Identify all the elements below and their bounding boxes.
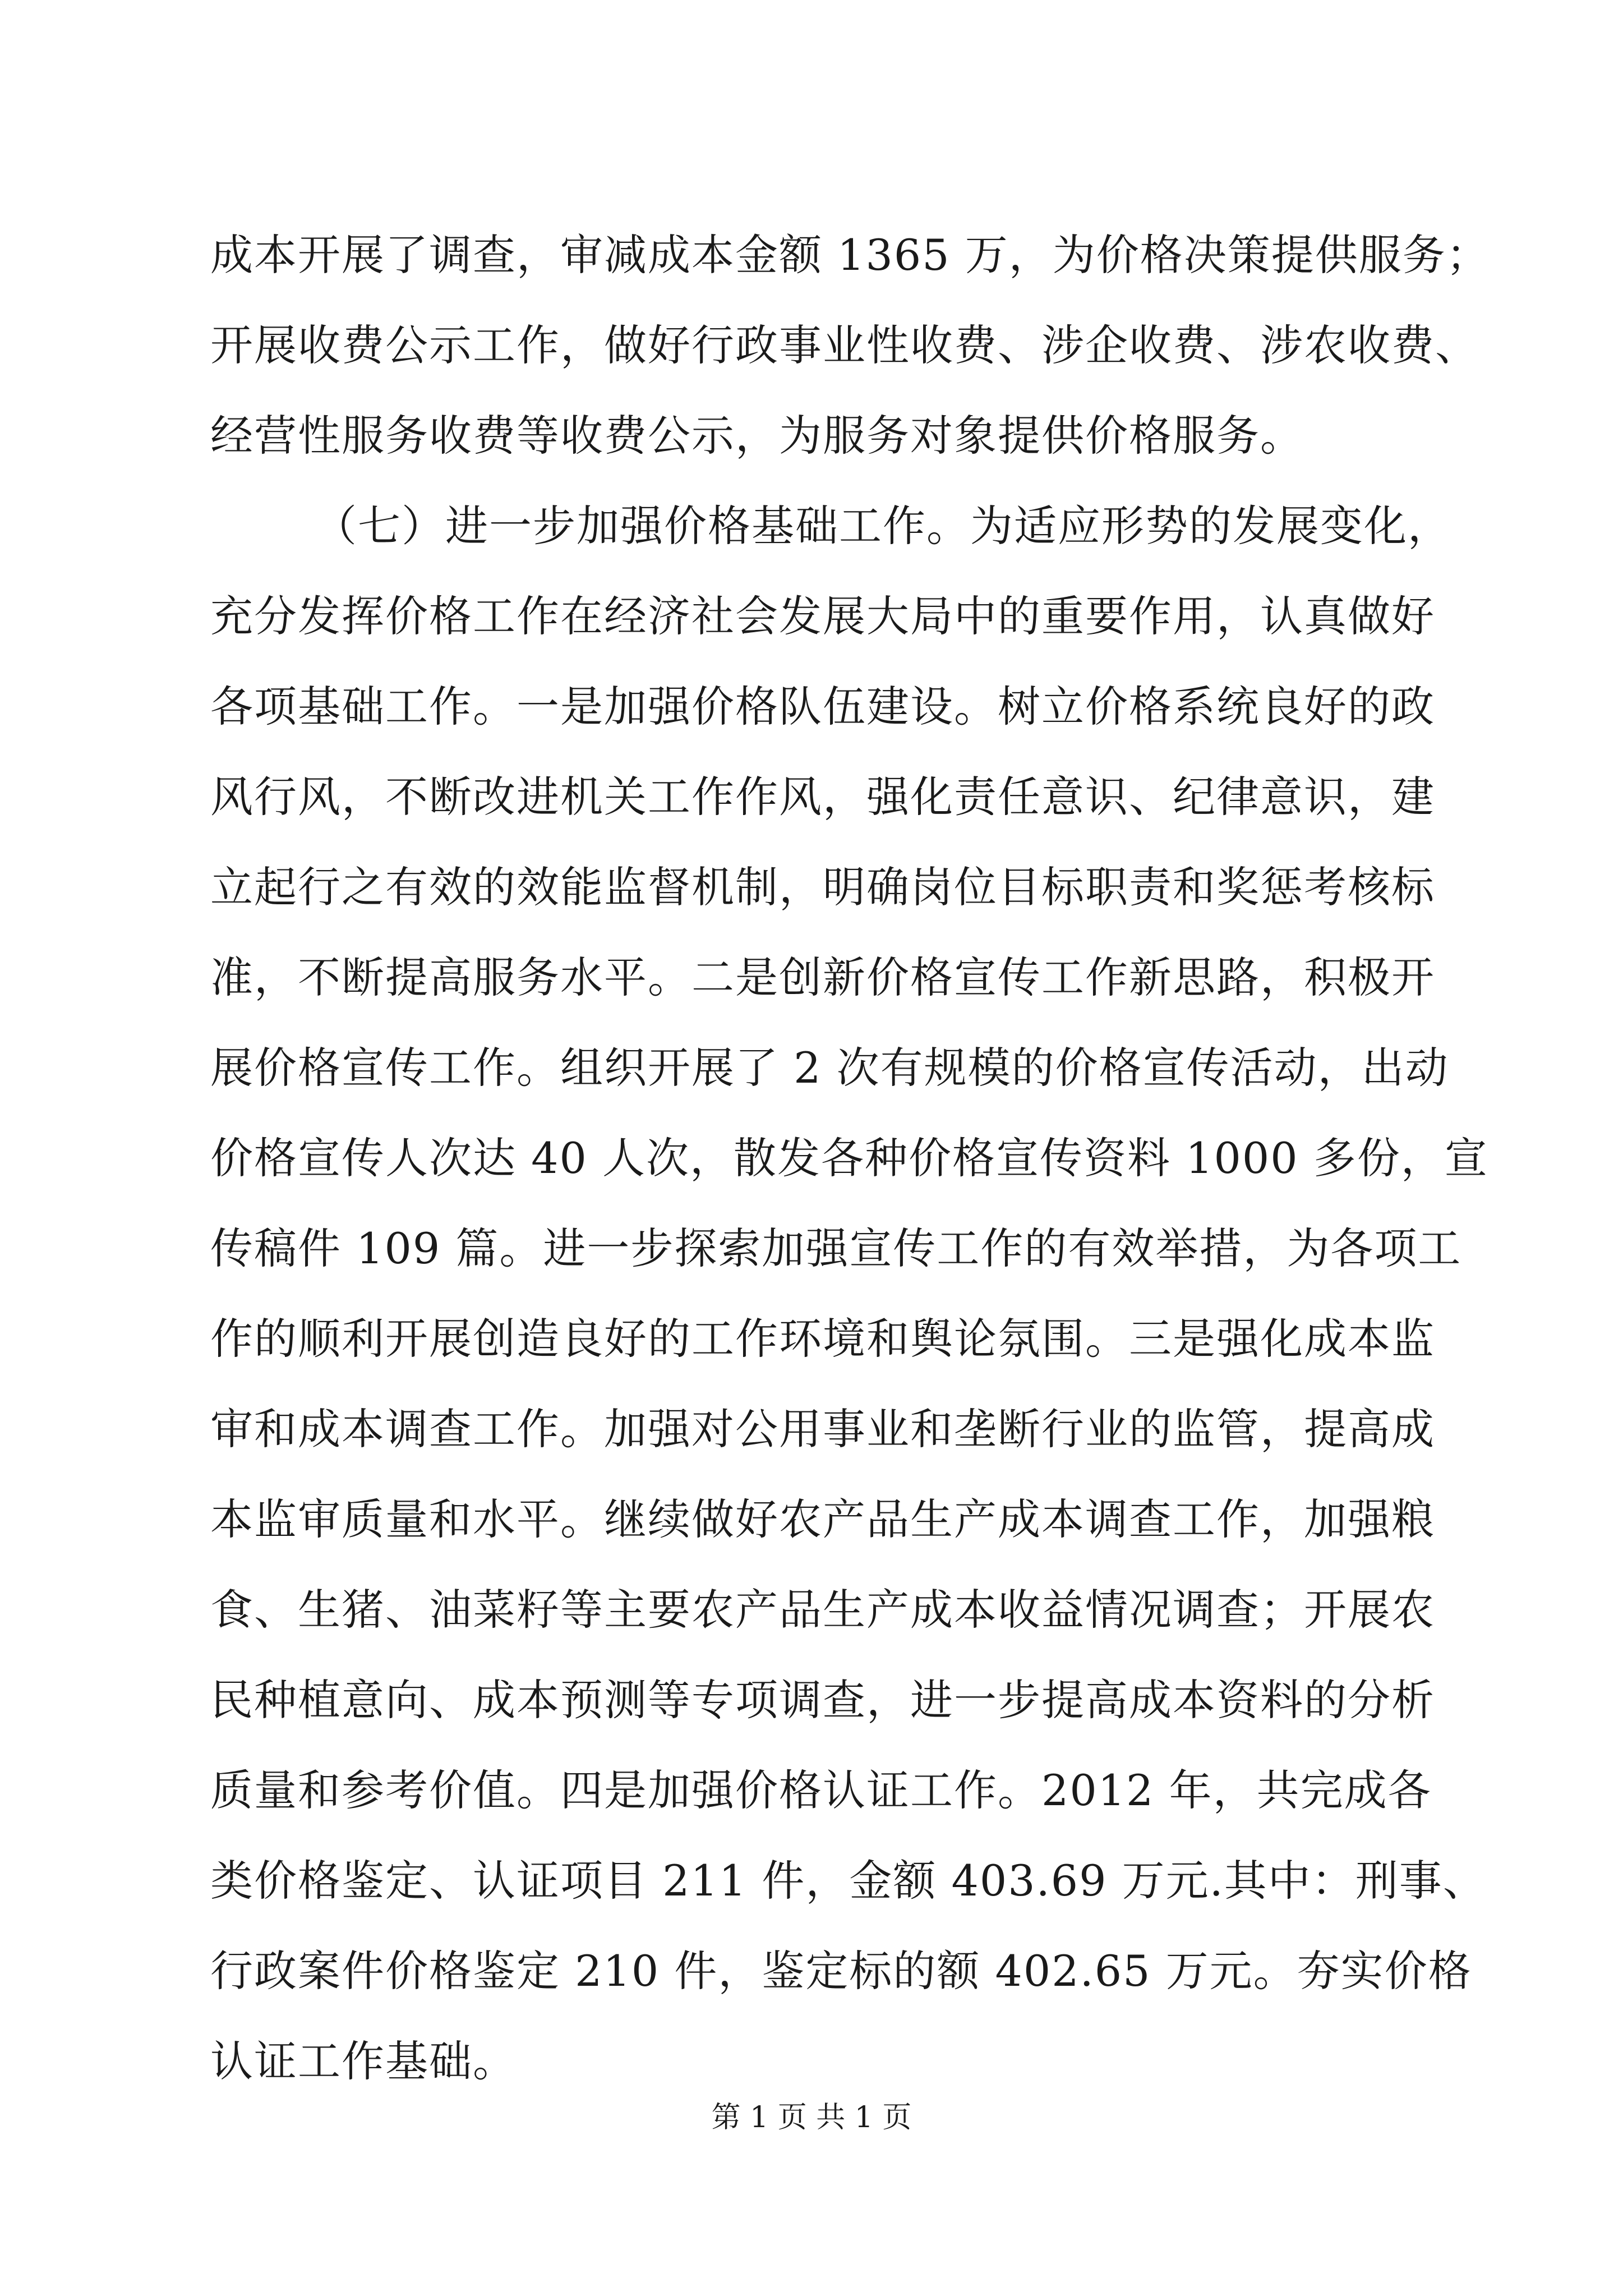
text-line: 作的顺利开展创造良好的工作环境和舆论氛围。三是强化成本监 xyxy=(210,1314,1435,1364)
text-line: 本监审质量和水平。继续做好农产品生产成本调查工作，加强粮 xyxy=(210,1494,1435,1544)
text-line: 认证工作基础。 xyxy=(210,2036,517,2086)
text-line: 各项基础工作。一是加强价格队伍建设。树立价格系统良好的政 xyxy=(210,682,1435,731)
text-line: 审和成本调查工作。加强对公用事业和垄断行业的监管，提高成 xyxy=(210,1404,1435,1454)
text-line: 行政案件价格鉴定 210 件，鉴定标的额 402.65 万元。夯实价格 xyxy=(210,1946,1472,1996)
text-line: 开展收费公示工作，做好行政事业性收费、涉企收费、涉农收费、 xyxy=(210,320,1479,370)
text-line: 传稿件 109 篇。进一步探索加强宣传工作的有效举措，为各项工 xyxy=(210,1223,1462,1273)
text-line: 充分发挥价格工作在经济社会发展大局中的重要作用，认真做好 xyxy=(210,591,1435,641)
text-line: 成本开展了调查，审减成本金额 1365 万，为价格决策提供服务； xyxy=(210,230,1490,280)
text-line: 民种植意向、成本预测等专项调查，进一步提高成本资料的分析 xyxy=(210,1675,1435,1725)
page-footer: 第 1 页 共 1 页 xyxy=(711,2101,912,2134)
text-line: 经营性服务收费等收费公示，为服务对象提供价格服务。 xyxy=(210,411,1304,461)
text-line: 质量和参考价值。四是加强价格认证工作。2012 年，共完成各 xyxy=(210,1765,1432,1815)
text-line: 价格宣传人次达 40 人次，散发各种价格宣传资料 1000 多份，宣 xyxy=(210,1133,1488,1183)
text-line: 立起行之有效的效能监督机制，明确岗位目标职责和奖惩考核标 xyxy=(210,862,1435,912)
text-line: 类价格鉴定、认证项目 211 件，金额 403.69 万元.其中：刑事、 xyxy=(210,1856,1487,1906)
paragraph-heading-line: （七）进一步加强价格基础工作。为适应形势的发展变化， xyxy=(314,501,1451,551)
text-line: 风行风，不断改进机关工作作风，强化责任意识、纪律意识，建 xyxy=(210,772,1435,822)
text-line: 准，不断提高服务水平。二是创新价格宣传工作新思路，积极开 xyxy=(210,953,1435,1002)
text-line: 展价格宣传工作。组织开展了 2 次有规模的价格宣传活动，出动 xyxy=(210,1043,1449,1093)
text-line: 食、生猪、油菜籽等主要农产品生产成本收益情况调查；开展农 xyxy=(210,1585,1435,1635)
